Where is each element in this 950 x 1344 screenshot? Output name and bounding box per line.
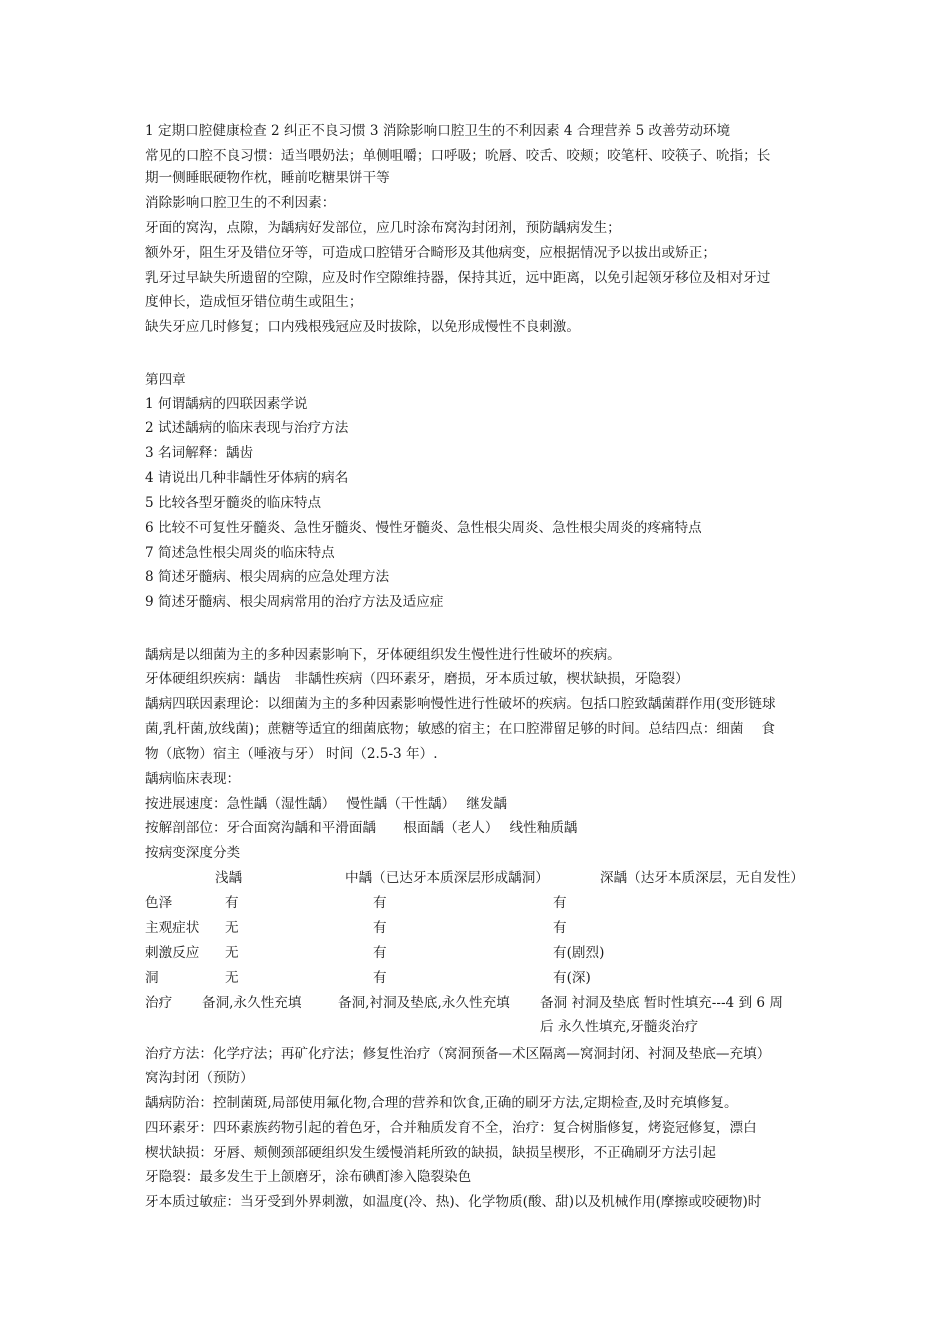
table-cell: 有(深) [553,970,591,986]
text-line: 菌,乳杆菌,放线菌)；蔗糖等适宜的细菌底物；敏感的宿主；在口腔滞留足够的时间。总结四点：细菌 食 [145,721,775,737]
text-line: 常见的口腔不良习惯：适当喂奶法；单侧咀嚼；口呼吸；吮唇、咬舌、咬颊；咬笔杆、咬筷子、吮指；长 [145,148,771,164]
text-line: 按解剖部位：牙合面窝沟龋和平滑面龋 根面龋（老人） 线性釉质龋 [145,820,578,836]
text-line: 牙隐裂：最多发生于上颌磨牙，涂布碘酊渗入隐裂染色 [145,1169,472,1185]
text-line: 乳牙过早缺失所遗留的空隙，应及时作空隙维持器，保持其近，远中距离，以免引起领牙移位及相对牙过 [145,270,771,286]
table-cell: 无 [225,920,239,936]
table-row-label: 主观症状 [145,920,200,936]
question-item: 2 试述龋病的临床表现与治疗方法 [145,420,349,436]
text-line: 龋病临床表现： [145,771,241,787]
table-cell: 备洞,永久性充填 [202,995,302,1011]
question-item: 9 简述牙髓病、根尖周病常用的治疗方法及适应症 [145,594,444,610]
table-cell: 备洞,衬洞及垫底,永久性充填 [338,995,510,1011]
question-item: 5 比较各型牙髓炎的临床特点 [145,495,322,511]
question-item: 3 名词解释：龋齿 [145,445,254,461]
text-line: 按病变深度分类 [145,845,241,861]
text-line: 1 定期口腔健康检查 2 纠正不良习惯 3 消除影响口腔卫生的不利因素 4 合理营养 5 改善劳动环境 [145,123,731,139]
table-header: 浅龋 [215,870,243,886]
text-line: 牙体硬组织疾病：龋齿 非龋性疾病（四环素牙，磨损，牙本质过敏，楔状缺损，牙隐裂） [145,671,689,687]
table-row-label: 洞 [145,970,159,986]
table-cell: 无 [225,945,239,961]
table-cell: 有 [373,970,387,986]
text-line: 度伸长，造成恒牙错位萌生或阻生； [145,294,363,310]
question-item: 7 简述急性根尖周炎的临床特点 [145,545,335,561]
table-cell: 有 [225,895,239,911]
question-item: 4 请说出几种非龋性牙体病的病名 [145,470,349,486]
table-header: 深龋（达牙本质深层，无自发性） [600,870,804,886]
table-cell: 有 [373,945,387,961]
question-item: 6 比较不可复性牙髓炎、急性牙髓炎、慢性牙髓炎、急性根尖周炎、急性根尖周炎的疼痛特点 [145,520,702,536]
text-line: 龋病是以细菌为主的多种因素影响下，牙体硬组织发生慢性进行性破坏的疾病。 [145,647,621,663]
text-line: 按进展速度：急性龋（湿性龋） 慢性龋（干性龋） 继发龋 [145,796,508,812]
question-item: 8 简述牙髓病、根尖周病的应急处理方法 [145,569,390,585]
question-item: 1 何谓龋病的四联因素学说 [145,396,308,412]
table-cell: 后 永久性填充,牙髓炎治疗 [540,1019,699,1035]
table-cell: 备洞 衬洞及垫底 暂时性填充---4 到 6 周 [540,995,783,1011]
text-line: 窝沟封闭（预防） [145,1070,254,1086]
table-row-label: 色泽 [145,895,173,911]
chapter-title: 第四章 [145,372,186,388]
text-line: 物（底物）宿主（唾液与牙） 时间（2.5-3 年）. [145,746,438,762]
table-cell: 无 [225,970,239,986]
table-header: 中龋（已达牙本质深层形成龋洞） [345,870,549,886]
text-line: 龋病防治：控制菌斑,局部使用氟化物,合理的营养和饮食,正确的刷牙方法,定期检查,及时充填修复。 [145,1095,738,1111]
text-line: 额外牙，阻生牙及错位牙等，可造成口腔错牙合畸形及其他病变，应根据情况予以拔出或矫正； [145,245,716,261]
text-line: 期一侧睡眠硬物作枕，睡前吃糖果饼干等 [145,170,390,186]
text-line: 牙本质过敏症：当牙受到外界刺激，如温度(冷、热)、化学物质(酸、甜)以及机械作用(摩擦或咬硬物)时 [145,1194,762,1210]
text-line: 楔状缺损：牙唇、颊侧颈部硬组织发生缓慢消耗所致的缺损，缺损呈楔形，不正确刷牙方法引起 [145,1145,716,1161]
table-row-label: 刺激反应 [145,945,200,961]
table-cell: 有(剧烈) [553,945,605,961]
text-line: 龋病四联因素理论：以细菌为主的多种因素影响慢性进行性破坏的疾病。包括口腔致龋菌群作用(变形链球 [145,696,776,712]
text-line: 缺失牙应几时修复；口内残根残冠应及时拔除，以免形成慢性不良刺激。 [145,319,580,335]
text-line: 治疗方法：化学疗法；再矿化疗法；修复性治疗（窝洞预备—术区隔离—窝洞封闭、衬洞及垫底—充填） [145,1046,771,1062]
table-cell: 有 [373,895,387,911]
text-line: 牙面的窝沟，点隙，为龋病好发部位，应几时涂布窝沟封闭剂，预防龋病发生； [145,220,621,236]
text-line: 四环素牙：四环素族药物引起的着色牙，合并釉质发育不全，治疗：复合树脂修复，烤瓷冠修复，漂白 [145,1120,757,1136]
text-line: 消除影响口腔卫生的不利因素： [145,195,336,211]
table-cell: 有 [553,920,567,936]
table-cell: 有 [553,895,567,911]
table-row-label: 治疗 [145,995,173,1011]
table-cell: 有 [373,920,387,936]
